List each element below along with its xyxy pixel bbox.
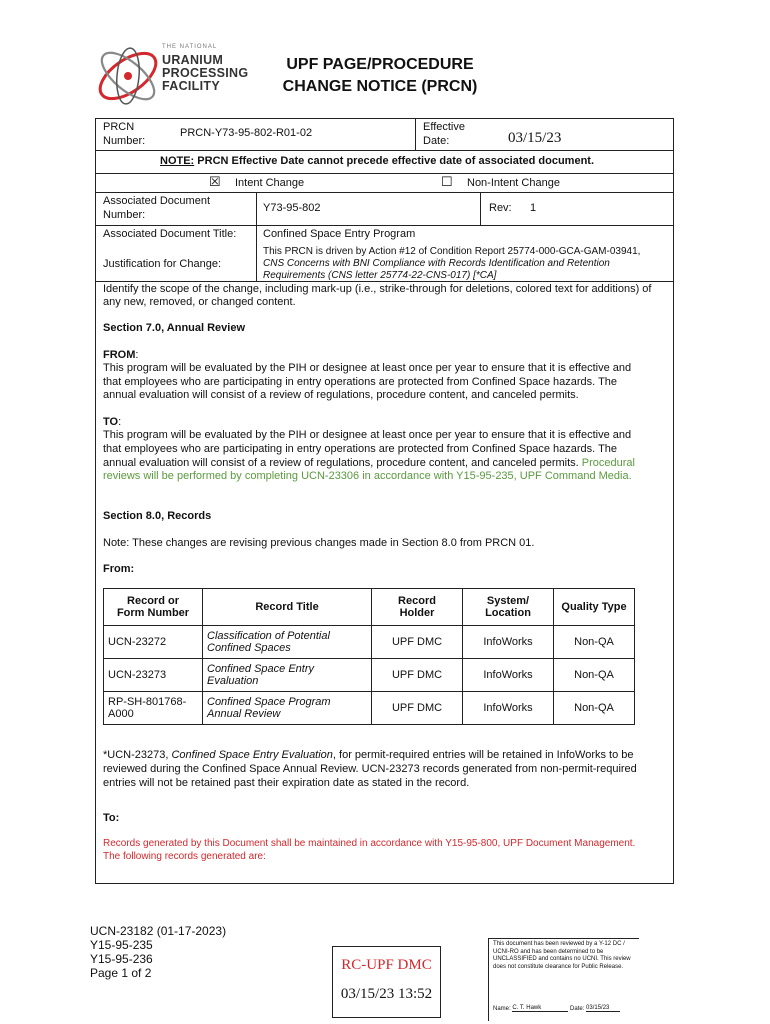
to-line-3: annual evaluation will consist of a review of regulations, procedure content, and canceled permits. (103, 457, 582, 469)
divider (95, 192, 674, 193)
assoc-doc-number: Y73-95-802 (263, 202, 321, 214)
cell-quality: Non-QA (554, 626, 635, 659)
cell-holder: UPF DMC (372, 692, 463, 725)
scope-line-2: any new, removed, or changed content. (103, 296, 296, 308)
from-colon: : (135, 349, 139, 361)
col-header-number: Record or Form Number (104, 589, 203, 626)
prcn-label-1: PRCN (103, 121, 135, 133)
from-label: FROM (103, 349, 136, 361)
to2-label: To: (103, 812, 120, 824)
effective-date: 03/15/23 (508, 130, 562, 146)
divider (95, 150, 674, 151)
effective-label-2: Date: (423, 135, 450, 147)
justification-line-1: This PRCN is driven by Action #12 of Condition Report 25774-000-GCA-GAM-03941, (263, 246, 641, 257)
review-name: C. T. Hawk (512, 1005, 568, 1012)
intent-label: Intent Change (235, 177, 305, 189)
nonintent-label: Non-Intent Change (467, 177, 560, 189)
records-table (103, 588, 635, 725)
divider (95, 173, 674, 174)
cell-number: UCN-23272 (104, 626, 203, 659)
cell-quality: Non-QA (554, 692, 635, 725)
to-colon: : (118, 416, 122, 428)
brand-line-1: URANIUM (162, 53, 224, 67)
footnote-line-2: reviewed during the Confined Space Annual Review. UCN-23273 records generated from non-permit-required (103, 763, 637, 775)
from-line-2: that employees who are participating in entry operations are protected from Confined Space hazards. The (103, 376, 618, 388)
review-date-label: Date: (570, 1006, 585, 1012)
divider (415, 118, 416, 150)
cell-system: InfoWorks (463, 692, 554, 725)
review-date: 03/15/23 (586, 1005, 620, 1012)
section8-heading: Section 8.0, Records (103, 510, 212, 522)
nonintent-checkbox[interactable]: ☐ (441, 174, 453, 189)
footnote-a: *UCN-23273, (103, 749, 172, 761)
table-row (104, 692, 635, 725)
cell-system: InfoWorks (463, 626, 554, 659)
to-line-1: This program will be evaluated by the PIH or designee at least once per year to ensure that it is effective and (103, 429, 632, 441)
table-header-row (104, 589, 635, 626)
page-title-line-2: CHANGE NOTICE (PRCN) (282, 78, 478, 95)
cell-holder: UPF DMC (372, 626, 463, 659)
col-header-title: Record Title (203, 589, 372, 626)
intent-checkbox[interactable]: ☒ (209, 174, 221, 189)
assoc-title-value: Confined Space Entry Program (263, 228, 416, 240)
cell-holder: UPF DMC (372, 659, 463, 692)
col-header-system: System/ Location (463, 589, 554, 626)
divider (480, 192, 481, 225)
footer-line-2: Y15-95-235 (90, 938, 153, 952)
section8-note: Note: These changes are revising previous changes made in Section 8.0 from PRCN 01. (103, 537, 535, 549)
cell-quality: Non-QA (554, 659, 635, 692)
cell-number: RP-SH-801768-A000 (104, 692, 203, 725)
from2-label: From: (103, 563, 135, 575)
from-line-3: annual evaluation will consist of a review of regulations, procedure content, and canceled permits. (103, 389, 579, 401)
cell-number: UCN-23273 (104, 659, 203, 692)
section7-heading: Section 7.0, Annual Review (103, 322, 246, 334)
divider (256, 225, 257, 281)
divider (95, 281, 674, 282)
note-prefix: NOTE: (160, 155, 195, 167)
scope-line-1: Identify the scope of the change, including mark-up (i.e., strike-through for deletions, colored text for additions) of (103, 283, 652, 295)
col-header-quality: Quality Type (554, 589, 635, 626)
note-text: PRCN Effective Date cannot precede effective date of associated document. (197, 155, 595, 167)
page-title-line-1: UPF PAGE/PROCEDURE (286, 56, 474, 73)
records-stamp (332, 946, 441, 1018)
brand-line-2: PROCESSING (162, 66, 249, 80)
to-label: TO (103, 416, 119, 428)
red-line-2: The following records generated are: (103, 851, 266, 862)
justification-line-3: Requirements (CNS letter 25774-22-CNS-017) [*CA] (263, 270, 497, 281)
cell-title: Classification of Potential Confined Spaces (203, 626, 372, 659)
cell-title: Confined Space Program Annual Review (203, 692, 372, 725)
footer-page: Page 1 of 2 (90, 966, 152, 980)
cell-title: Confined Space Entry Evaluation (203, 659, 372, 692)
review-name-label: Name: (493, 1006, 511, 1012)
divider (95, 225, 674, 226)
brand-line-3: FACILITY (162, 79, 220, 93)
cell-system: InfoWorks (463, 659, 554, 692)
to-line-4-addition: reviews will be performed by completing UCN-23306 in accordance with Y15-95-235, UPF Command Media. (103, 470, 632, 482)
footnote-c: , for permit-required entries will be retained in InfoWorks to be (332, 749, 634, 761)
rev-value: 1 (530, 202, 537, 214)
divider (256, 192, 257, 225)
col-header-holder: Record Holder (372, 589, 463, 626)
assoc-title-label: Associated Document Title: (103, 228, 237, 240)
footnote-b: Confined Space Entry Evaluation (171, 749, 333, 761)
prcn-number: PRCN-Y73-95-802-R01-02 (180, 127, 313, 139)
review-text: This document has been reviewed by a Y-12 DC / UCNI-RO and has been determined to be UNCLASSIFIED and contains no UCNI. This review does not constitute clearance for Public Release. (493, 941, 631, 970)
stamp-line-2: 03/15/23 13:52 (340, 986, 433, 1002)
red-line-1: Records generated by this Document shall be maintained in accordance with Y15-95-800, UPF Document Management. (103, 838, 636, 849)
assoc-doc-label-2: Number: (103, 209, 146, 221)
prcn-label-2: Number: (103, 135, 146, 147)
assoc-doc-label-1: Associated Document (103, 195, 210, 207)
justification-line-2: CNS Concerns with BNI Compliance with Records Identification and Retention (263, 258, 610, 269)
rev-label: Rev: (489, 202, 512, 214)
table-row (104, 626, 635, 659)
footer-line-3: Y15-95-236 (90, 952, 153, 966)
effective-label-1: Effective (423, 121, 465, 133)
stamp-line-1: RC-UPF DMC (341, 957, 432, 973)
footnote-line-3: entries will not be retained past their expiration date as stated in the record. (103, 777, 470, 789)
table-row (104, 659, 635, 692)
brand-small: THE NATIONAL (162, 44, 218, 50)
justification-label: Justification for Change: (103, 258, 222, 270)
to-line-3-addition: Procedural (581, 457, 635, 469)
footer-line-1: UCN-23182 (01-17-2023) (90, 924, 227, 938)
from-line-1: This program will be evaluated by the PIH or designee at least once per year to ensure that it is effective and (103, 362, 632, 374)
to-line-2: that employees who are participating in entry operations are protected from Confined Space hazards. The (103, 443, 618, 455)
